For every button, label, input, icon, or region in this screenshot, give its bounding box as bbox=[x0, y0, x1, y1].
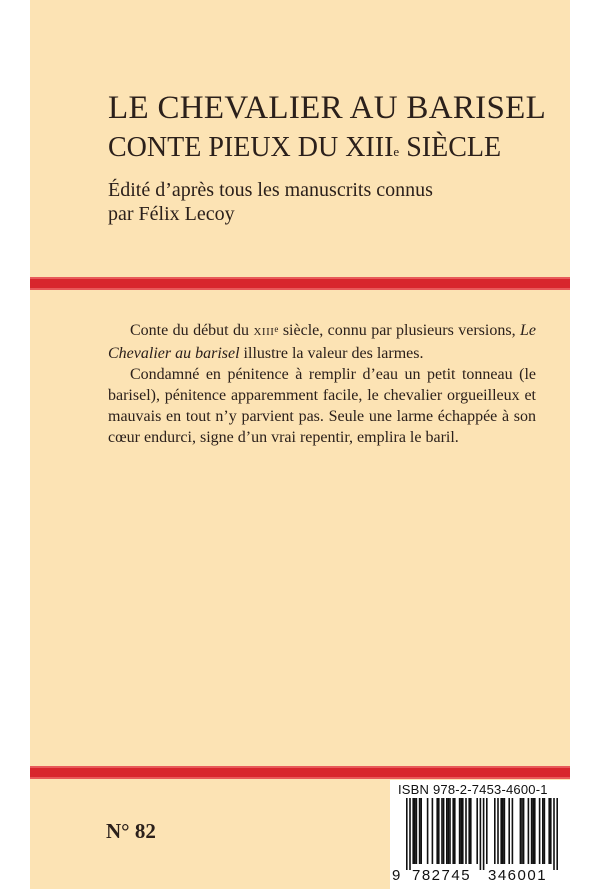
barcode-bar bbox=[454, 798, 456, 864]
barcode-bar bbox=[452, 798, 454, 864]
subtitle-superscript: e bbox=[393, 144, 400, 159]
summary-p1-text-c: illustre la valeur des larmes. bbox=[239, 345, 424, 362]
top-red-band bbox=[30, 279, 570, 288]
barcode-bar bbox=[494, 798, 496, 864]
barcode-icon bbox=[394, 798, 566, 870]
back-cover-summary bbox=[108, 320, 536, 448]
edition-line-2: par Félix Lecoy bbox=[108, 203, 235, 225]
barcode-panel bbox=[390, 780, 570, 889]
barcode-bar bbox=[446, 798, 448, 864]
barcode-bar bbox=[542, 798, 544, 864]
barcode-bar bbox=[483, 798, 485, 870]
book-back-cover bbox=[30, 0, 570, 889]
barcode-bar bbox=[528, 798, 530, 864]
barcode-bar bbox=[420, 798, 422, 864]
barcode-bar bbox=[462, 798, 464, 864]
barcode-bar bbox=[419, 798, 421, 864]
barcode-bar bbox=[468, 798, 470, 864]
bottom-red-band bbox=[30, 768, 570, 777]
summary-paragraph-2: Condamné en pénitence à remplir d’eau un petit tonneau (le barisel), pénitence apparemment facile, le chevalier orgueilleux et mauvais en tout n’y parvient pas. Seule une larme échappée à son cœur endurci, signe d’un vrai repentir, emplira le baril. bbox=[108, 366, 536, 446]
barcode-bar bbox=[438, 798, 440, 864]
barcode-bar bbox=[548, 798, 550, 864]
barcode-bar bbox=[436, 798, 438, 864]
barcode-bar bbox=[432, 798, 434, 864]
barcode-bar bbox=[532, 798, 534, 864]
book-subtitle bbox=[108, 130, 558, 166]
title-block bbox=[108, 88, 558, 226]
barcode-bar bbox=[449, 798, 451, 864]
series-number: N° 82 bbox=[106, 819, 156, 843]
subtitle-suffix: SIÈCLE bbox=[399, 132, 502, 163]
barcode-bar bbox=[497, 798, 499, 864]
barcode-bar bbox=[523, 798, 525, 864]
barcode-bar bbox=[512, 798, 514, 864]
barcode-bar bbox=[412, 798, 414, 864]
barcode-bar bbox=[556, 798, 558, 870]
century-numeral: XIII bbox=[253, 326, 275, 338]
summary-paragraph-1 bbox=[108, 320, 536, 364]
summary-p1-text-b: siècle, connu par plusieurs versions, bbox=[278, 322, 521, 339]
barcode-bar bbox=[521, 798, 523, 864]
barcode-bar bbox=[534, 798, 536, 864]
barcode-right-digits: 346001 bbox=[488, 867, 548, 884]
book-title: LE CHEVALIER AU BARISEL bbox=[108, 90, 547, 126]
barcode-bar bbox=[476, 798, 478, 864]
barcode-first-digit: 9 bbox=[392, 867, 401, 884]
barcode-bar bbox=[416, 798, 418, 864]
subtitle-prefix: CONTE PIEUX DU XIII bbox=[108, 132, 394, 163]
edition-note bbox=[108, 178, 558, 226]
barcode-bar bbox=[406, 798, 408, 870]
barcode-bar bbox=[441, 798, 443, 864]
barcode-left-digits: 782745 bbox=[412, 867, 472, 884]
barcode-bar bbox=[500, 798, 502, 864]
work-title-italic: Le Chevalier au barisel bbox=[108, 322, 537, 362]
barcode-bar bbox=[504, 798, 506, 864]
barcode-bar bbox=[553, 798, 555, 870]
barcode-bar bbox=[465, 798, 467, 864]
barcode-bar bbox=[470, 798, 472, 864]
barcode-bar bbox=[508, 798, 510, 864]
barcode-bar bbox=[443, 798, 445, 864]
barcode-bar bbox=[448, 798, 450, 864]
barcode-bar bbox=[480, 798, 482, 870]
barcode-bar bbox=[460, 798, 462, 864]
barcode-bar bbox=[520, 798, 522, 864]
barcode-bar bbox=[409, 798, 411, 870]
barcode-bar bbox=[414, 798, 416, 864]
barcode-bar bbox=[502, 798, 504, 864]
summary-p1-text-a: Conte du début du bbox=[130, 322, 254, 339]
barcode-bar bbox=[427, 798, 429, 864]
edition-line-1: Édité d’après tous les manuscrits connus bbox=[108, 179, 433, 201]
barcode-bar bbox=[459, 798, 461, 864]
barcode-bar bbox=[531, 798, 533, 864]
barcode-bar bbox=[486, 798, 488, 864]
barcode-bar bbox=[550, 798, 552, 864]
century-superscript: e bbox=[274, 324, 279, 334]
barcode-bar bbox=[544, 798, 546, 864]
barcode-bar bbox=[539, 798, 541, 864]
isbn-label: ISBN 978-2-7453-4600-1 bbox=[398, 782, 548, 797]
